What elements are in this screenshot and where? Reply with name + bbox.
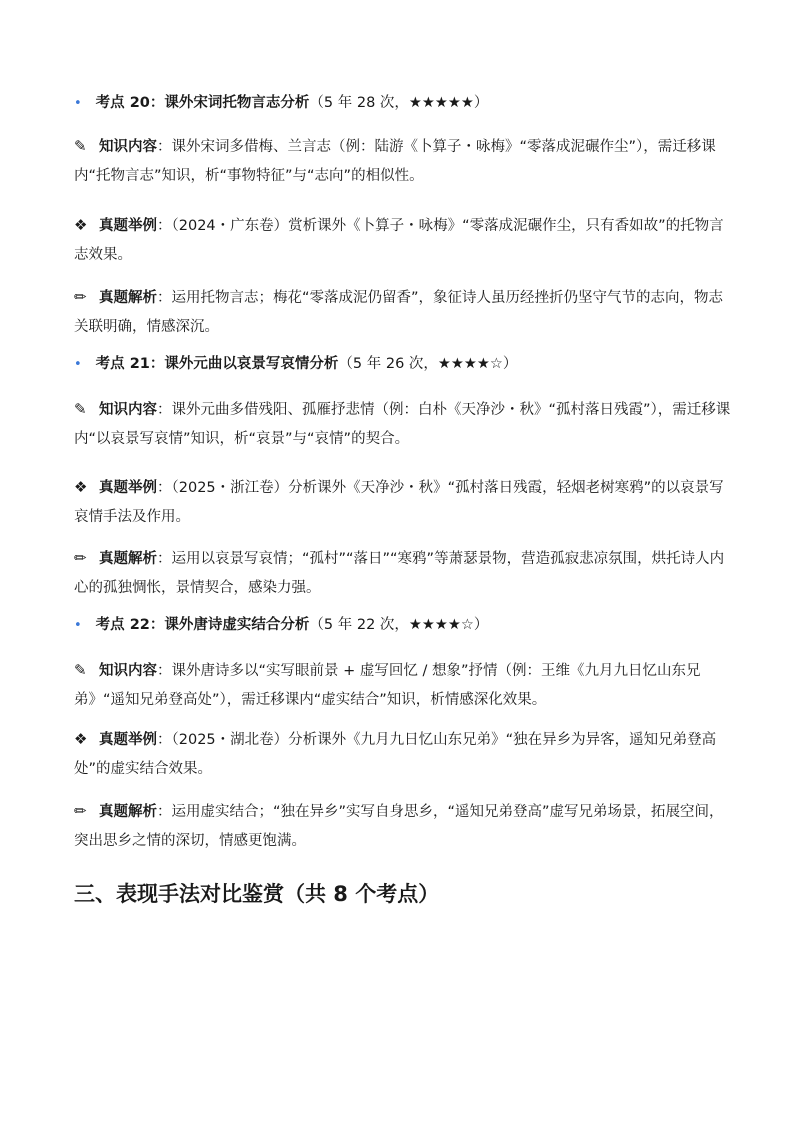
kp-22-meta: （5 年 22 次，★★★★☆） — [309, 617, 489, 633]
kp-22-title: 考点 22：课外唐诗虚实结合分析 — [95, 617, 310, 633]
kp-22-heading — [74, 614, 734, 637]
kp-21-analysis-text: 运用以哀景写哀情；“孤村”“落日”“寒鸦”等萧瑟景物，营造孤寂悲凉氛围，烘托诗人内心的孤独惆怅，景情契合，感染力强。 — [74, 551, 725, 596]
pencil-icon: ✎ — [74, 400, 87, 418]
example-label: 真题举例 — [99, 480, 157, 496]
kp-22-knowledge: ✎ 知识内容：课外唐诗多以“实写眼前景 + 虚写回忆 / 想象”抒情（例：王维《九月九日忆山东兄弟》“遥知兄弟登高处”），需迁移课内“虚实结合”知识，析情感深化效果。 — [74, 656, 734, 715]
example-label: 真题举例 — [99, 218, 157, 234]
diamond-icon: ❖ — [74, 478, 88, 496]
kp-20-example: ❖ 真题举例：（2024・广东卷）赏析课外《卜算子・咏梅》“零落成泥碾作尘，只有香如故”的托物言志效果。 — [74, 211, 734, 270]
kp-21-knowledge-text: 课外元曲多借残阳、孤雁抒悲情（例：白朴《天净沙・秋》“孤村落日残霞”），需迁移课内“以哀景写哀情”知识，析“哀景”与“哀情”的契合。 — [74, 402, 731, 447]
analysis-label: 真题解析 — [99, 804, 157, 820]
kp-22-knowledge-text: 课外唐诗多以“实写眼前景 + 虚写回忆 / 想象”抒情（例：王维《九月九日忆山东兄弟》“遥知兄弟登高处”），需迁移课内“虚实结合”知识，析情感深化效果。 — [74, 663, 701, 708]
kp-22-analysis: ✏ 真题解析：运用虚实结合；“独在异乡”实写自身思乡，“遥知兄弟登高”虚写兄弟场景，拓展空间，突出思乡之情的深切，情感更饱满。 — [74, 797, 734, 856]
kp-20-heading — [74, 92, 734, 115]
analysis-label: 真题解析 — [99, 551, 157, 567]
kp-20-example-text: （2024・广东卷）赏析课外《卜算子・咏梅》“零落成泥碾作尘，只有香如故”的托物言志效果。 — [74, 218, 724, 263]
knowledge-label: 知识内容 — [99, 402, 157, 418]
diamond-icon: ❖ — [74, 216, 88, 234]
knowledge-label: 知识内容 — [99, 139, 157, 155]
kp-22-example-text: （2025・湖北卷）分析课外《九月九日忆山东兄弟》“独在异乡为异客，遥知兄弟登高处”的虚实结合效果。 — [74, 732, 717, 777]
kp-21-meta: （5 年 26 次，★★★★☆） — [338, 356, 518, 372]
analysis-label: 真题解析 — [99, 290, 157, 306]
kp-21-heading — [74, 353, 734, 376]
kp-21-example-text: （2025・浙江卷）分析课外《天净沙・秋》“孤村落日残霞，轻烟老树寒鸦”的以哀景写哀情手法及作用。 — [74, 480, 724, 525]
example-label: 真题举例 — [99, 732, 157, 748]
kp-21-analysis: ✏ 真题解析：运用以哀景写哀情；“孤村”“落日”“寒鸦”等萧瑟景物，营造孤寂悲凉氛围，烘托诗人内心的孤独惆怅，景情契合，感染力强。 — [74, 544, 734, 603]
kp-21-title: 考点 21：课外元曲以哀景写哀情分析 — [95, 356, 339, 372]
kp-20-knowledge-text: 课外宋词多借梅、兰言志（例：陆游《卜算子・咏梅》“零落成泥碾作尘”），需迁移课内“托物言志”知识，析“事物特征”与“志向”的相似性。 — [74, 139, 716, 184]
kp-21-knowledge: ✎ 知识内容：课外元曲多借残阳、孤雁抒悲情（例：白朴《天净沙・秋》“孤村落日残霞”），需迁移课内“以哀景写哀情”知识，析“哀景”与“哀情”的契合。 — [74, 395, 734, 454]
ruler-icon: ✏ — [74, 288, 87, 306]
pencil-icon: ✎ — [74, 137, 87, 155]
kp-21-example: ❖ 真题举例：（2025・浙江卷）分析课外《天净沙・秋》“孤村落日残霞，轻烟老树寒鸦”的以哀景写哀情手法及作用。 — [74, 473, 734, 532]
bullet-dot: • — [74, 96, 82, 111]
diamond-icon: ❖ — [74, 730, 88, 748]
kp-20-title: 考点 20：课外宋词托物言志分析 — [95, 95, 310, 111]
kp-22-example: ❖ 真题举例：（2025・湖北卷）分析课外《九月九日忆山东兄弟》“独在异乡为异客，遥知兄弟登高处”的虚实结合效果。 — [74, 725, 734, 784]
bullet-dot: • — [74, 618, 82, 633]
kp-22-analysis-text: 运用虚实结合；“独在异乡”实写自身思乡，“遥知兄弟登高”虚写兄弟场景，拓展空间，突出思乡之情的深切，情感更饱满。 — [74, 804, 724, 849]
ruler-icon: ✏ — [74, 549, 87, 567]
section-heading: 三、表现手法对比鉴赏（共 8 个考点） — [74, 882, 440, 906]
pencil-icon: ✎ — [74, 661, 87, 679]
knowledge-label: 知识内容 — [99, 663, 157, 679]
kp-20-analysis-text: 运用托物言志；梅花“零落成泥仍留香”，象征诗人虽历经挫折仍坚守气节的志向，物志关联明确，情感深沉。 — [74, 290, 724, 335]
kp-20-analysis: ✏ 真题解析：运用托物言志；梅花“零落成泥仍留香”，象征诗人虽历经挫折仍坚守气节的志向，物志关联明确，情感深沉。 — [74, 283, 734, 342]
ruler-icon: ✏ — [74, 802, 87, 820]
kp-20-knowledge: ✎ 知识内容：课外宋词多借梅、兰言志（例：陆游《卜算子・咏梅》“零落成泥碾作尘”），需迁移课内“托物言志”知识，析“事物特征”与“志向”的相似性。 — [74, 132, 734, 191]
bullet-dot: • — [74, 357, 82, 372]
kp-20-meta: （5 年 28 次，★★★★★） — [309, 95, 489, 111]
